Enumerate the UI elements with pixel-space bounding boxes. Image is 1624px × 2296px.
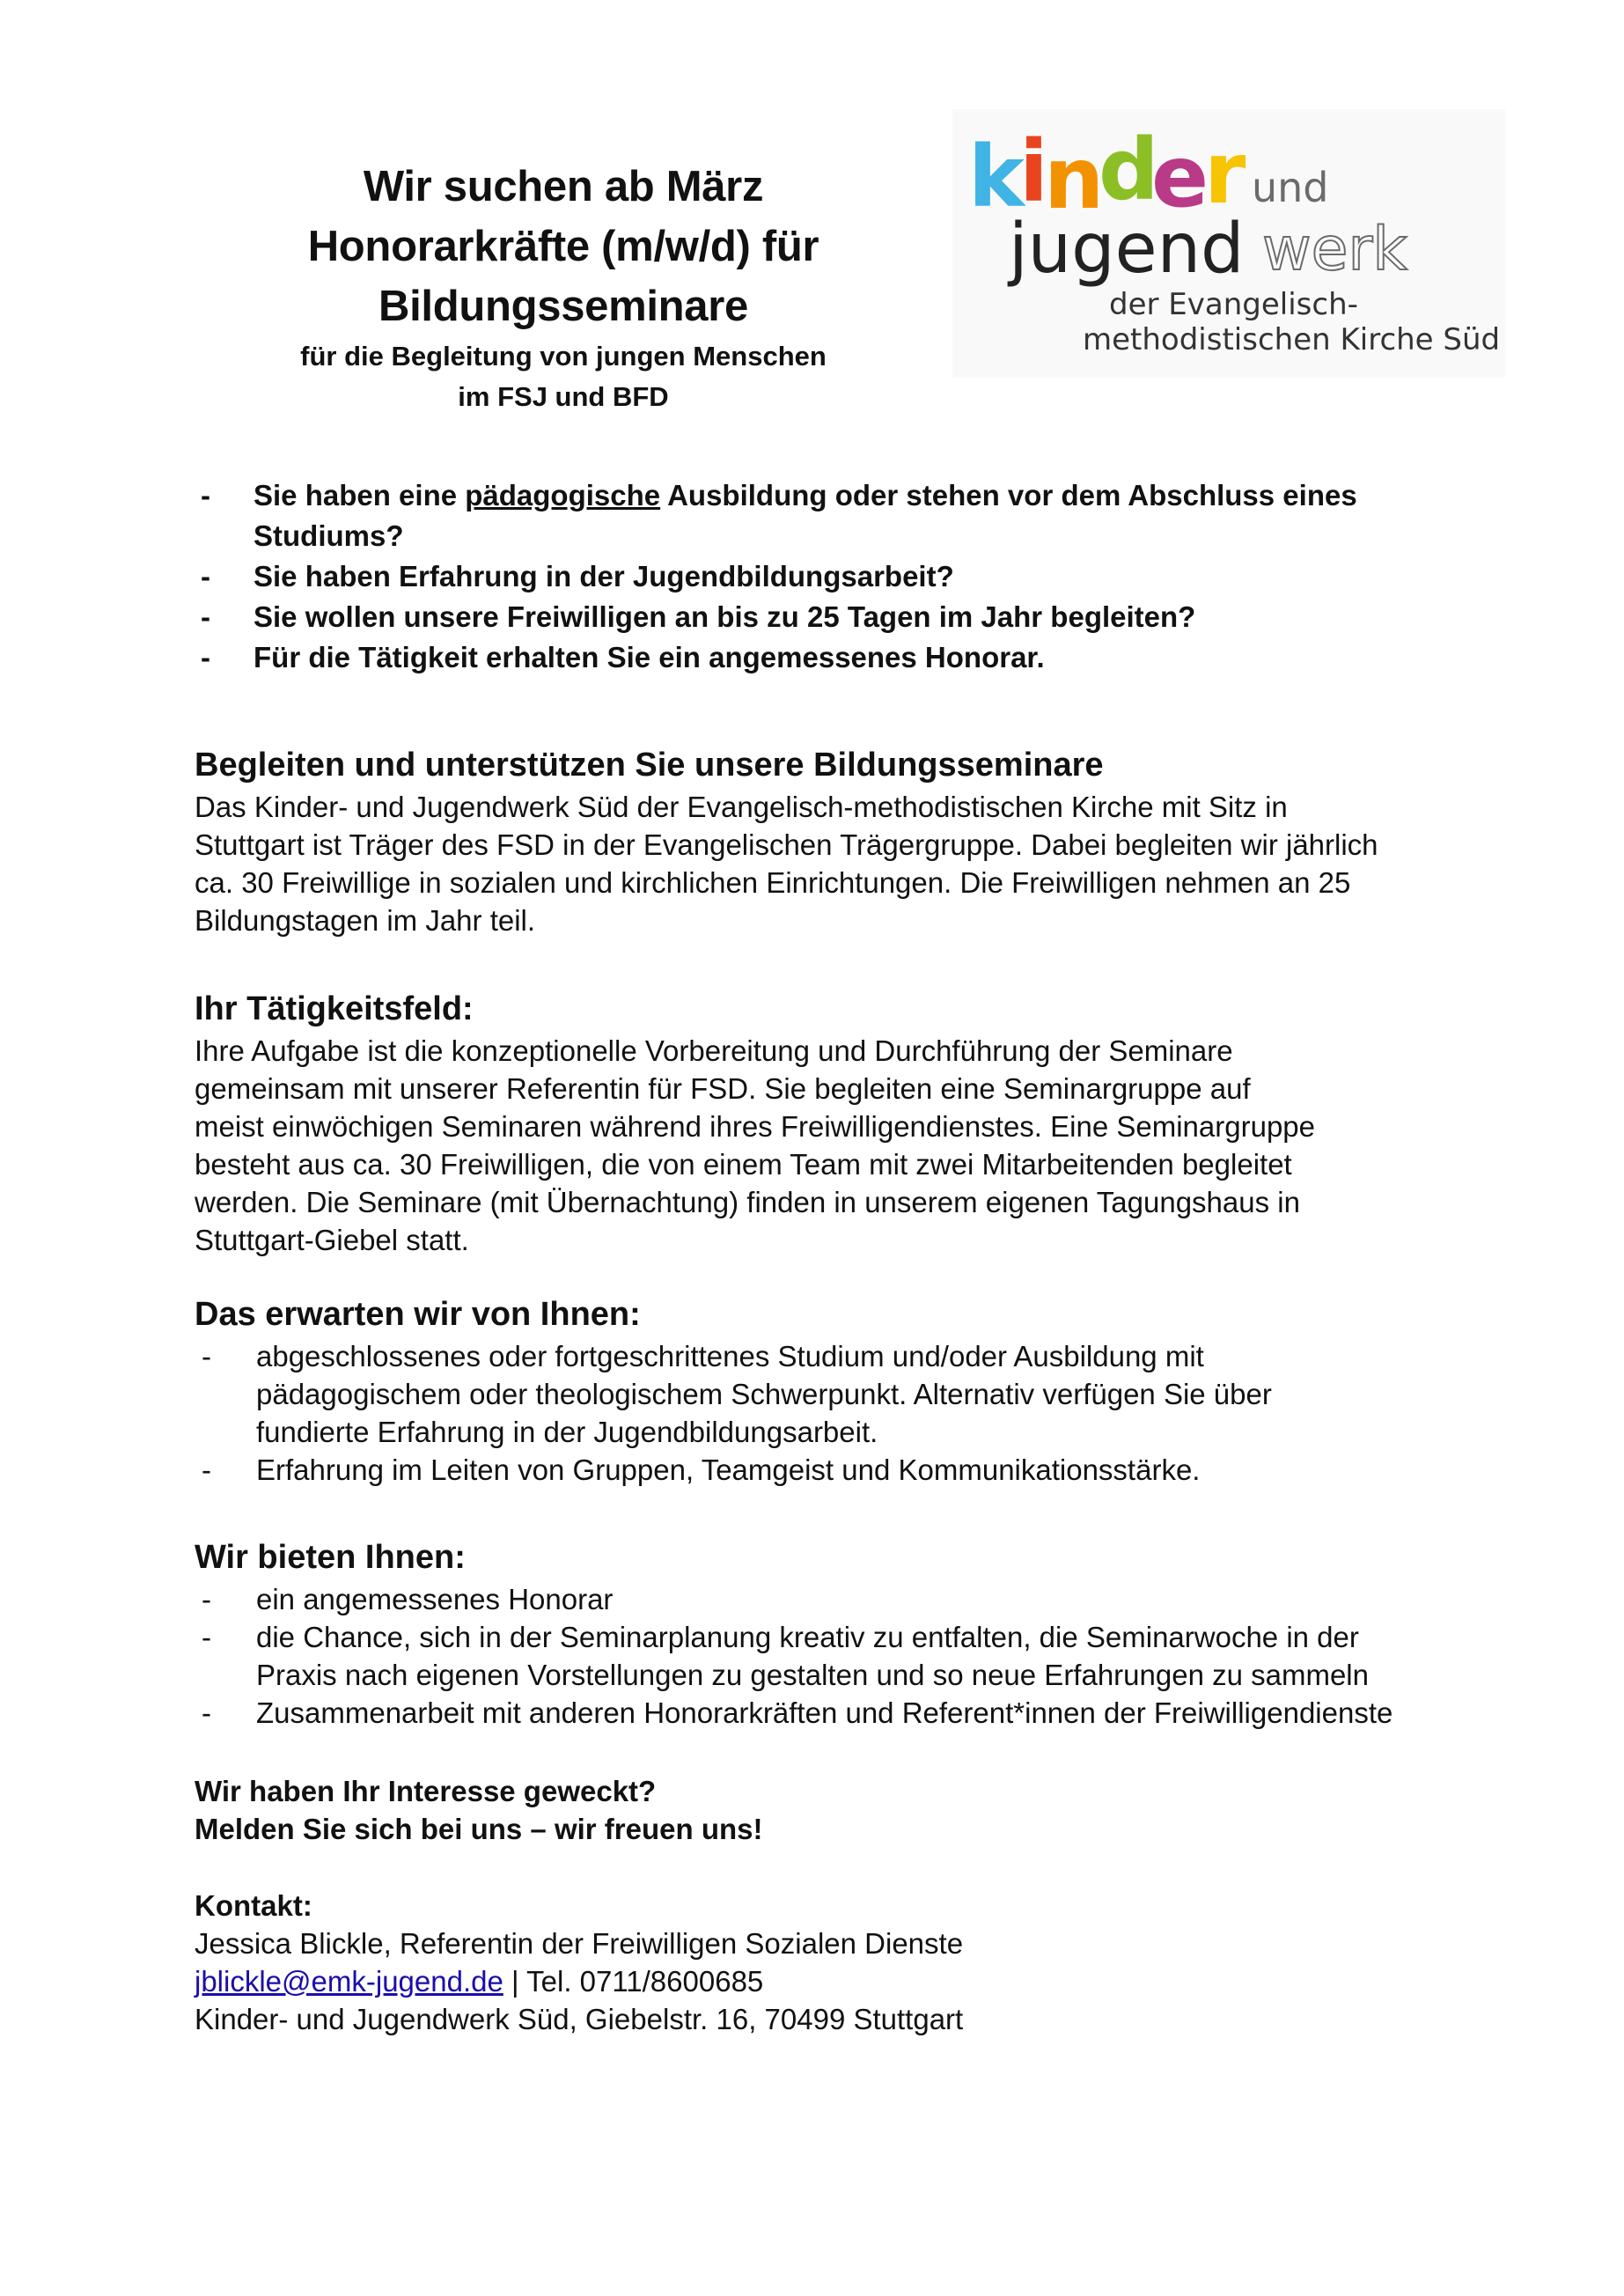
list-item-line: abgeschlossenes oder fortgeschrittenes Studium und/oder Ausbildung mit: [256, 1340, 1204, 1372]
list-item: [202, 1580, 1427, 1618]
paragraph-line: werden. Die Seminare (mit Übernachtung) finden in unserem eigenen Tagungshaus in: [195, 1186, 1300, 1218]
dash: -: [202, 1621, 211, 1653]
logo-word-und: und: [1252, 164, 1329, 211]
title-line-2: Honorarkräfte (m/w/d) für: [307, 223, 819, 270]
subtitle-line-2: im FSJ und BFD: [458, 381, 669, 412]
section-begleiten: [195, 742, 1427, 939]
dash: -: [202, 1453, 211, 1486]
logo-letter-n: n: [1044, 129, 1105, 228]
intro-item-2: Sie haben Erfahrung in der Jugendbildungsarbeit?: [254, 560, 954, 592]
intro-item-3: Sie wollen unsere Freiwilligen an bis zu 25 Tagen im Jahr begleiten?: [254, 600, 1196, 633]
logo-word-werk: werk: [1262, 215, 1407, 284]
subtitle-line-1: für die Begleitung von jungen Menschen: [300, 341, 827, 372]
list-item-line: ein angemessenes Honorar: [256, 1583, 614, 1615]
logo-letter-e: e: [1151, 128, 1209, 226]
section-erwarten: [195, 1292, 1427, 1489]
section-heading: Das erwarten wir von Ihnen:: [195, 1296, 641, 1333]
list-item: [202, 1694, 1427, 1732]
intro-item-1-underlined: pädagogische: [465, 479, 661, 511]
logo-graphic: [952, 109, 1505, 378]
paragraph-line: ca. 30 Freiwillige in sozialen und kirchlichen Einrichtungen. Die Freiwilligen nehmen an 25: [195, 866, 1351, 899]
offers-list: [202, 1580, 1427, 1732]
paragraph-line: Das Kinder- und Jugendwerk Süd der Evangelisch-methodistischen Kirche mit Sitz in: [195, 791, 1288, 823]
dash: -: [202, 1583, 211, 1615]
list-item-line: fundierte Erfahrung in der Jugendbildungsarbeit.: [256, 1416, 878, 1448]
contact-email-link[interactable]: jblickle@emk-jugend.de: [195, 1965, 503, 1998]
list-item: [202, 1451, 1427, 1489]
kinder-und-jugendwerk-logo: [952, 109, 1505, 378]
title-block: [229, 157, 898, 417]
section-taetigkeitsfeld: [195, 986, 1427, 1259]
list-item: [201, 597, 1371, 637]
list-item: [202, 1618, 1427, 1694]
section-bieten: [195, 1534, 1427, 1732]
section-heading: Wir bieten Ihnen:: [195, 1539, 466, 1576]
paragraph-line: Stuttgart ist Träger des FSD in der Evangelischen Trägergruppe. Dabei begleiten wir jährlich: [195, 828, 1378, 861]
list-item: [201, 637, 1371, 678]
intro-list: [201, 475, 1371, 678]
logo-letter-d: d: [1099, 121, 1159, 219]
paragraph-line: besteht aus ca. 30 Freiwilligen, die von einem Team mit zwei Mitarbeitenden begleitet: [195, 1148, 1292, 1181]
intro-item-1-line-2: Studiums?: [254, 519, 404, 552]
list-item-line: pädagogischem oder theologischem Schwerpunkt. Alternativ verfügen Sie über: [256, 1378, 1272, 1410]
list-item-line: Praxis nach eigenen Vorstellungen zu gestalten und so neue Erfahrungen zu sammeln: [256, 1659, 1369, 1691]
dash: -: [202, 1696, 211, 1729]
intro-item-1-pre: Sie haben eine: [254, 479, 466, 511]
list-item: [201, 556, 1371, 597]
contact-label: Kontakt:: [195, 1889, 312, 1922]
logo-line-2: methodistischen Kirche Süd: [1083, 322, 1501, 357]
intro-item-1-post: Ausbildung oder stehen vor dem Abschluss eines: [660, 479, 1357, 511]
contact-email-phone-line: [195, 1962, 963, 2000]
logo-line-1: der Evangelisch-: [1109, 287, 1358, 322]
paragraph-line: meist einwöchigen Seminaren während ihres Freiwilligendienstes. Eine Seminargruppe: [195, 1110, 1315, 1143]
cta-line-1: Wir haben Ihr Interesse geweckt?: [195, 1775, 657, 1807]
list-item: [202, 1337, 1427, 1451]
section-heading: Ihr Tätigkeitsfeld:: [195, 990, 474, 1027]
list-item-line: Zusammenarbeit mit anderen Honorarkräften und Referent*innen der Freiwilligendienste: [256, 1696, 1393, 1729]
dash: -: [201, 600, 210, 633]
dash: -: [201, 641, 210, 673]
call-to-action: [195, 1772, 762, 1848]
section-heading: Begleiten und unterstützen Sie unsere Bildungsseminare: [195, 747, 1104, 784]
contact-address: Kinder- und Jugendwerk Süd, Giebelstr. 16, 70499 Stuttgart: [195, 2003, 964, 2035]
logo-letter-r: r: [1204, 124, 1246, 223]
list-item-line: Erfahrung im Leiten von Gruppen, Teamgeist und Kommunikationsstärke.: [256, 1453, 1201, 1486]
intro-item-4: Für die Tätigkeit erhalten Sie ein angemessenes Honorar.: [254, 641, 1045, 673]
dash: -: [201, 479, 210, 511]
logo-letter-k: k: [968, 128, 1025, 226]
dash: -: [202, 1340, 211, 1372]
contact-phone: | Tel. 0711/8600685: [503, 1965, 764, 1998]
requirements-list: [202, 1337, 1427, 1489]
cta-line-2: Melden Sie sich bei uns – wir freuen uns!: [195, 1813, 763, 1845]
logo-letter-i: i: [1019, 122, 1048, 221]
contact-name: Jessica Blickle, Referentin der Freiwilligen Sozialen Dienste: [195, 1927, 964, 1960]
paragraph-line: Ihre Aufgabe ist die konzeptionelle Vorbereitung und Durchführung der Seminare: [195, 1034, 1233, 1067]
paragraph-line: gemeinsam mit unserer Referentin für FSD. Sie begleiten eine Seminargruppe auf: [195, 1072, 1251, 1105]
title-line-1: Wir suchen ab März: [363, 163, 764, 210]
list-item: [201, 475, 1371, 556]
contact-block: [195, 1887, 963, 2038]
dash: -: [201, 560, 210, 592]
logo-word-jugend: jugend: [1009, 210, 1245, 289]
paragraph-line: Stuttgart-Giebel statt.: [195, 1224, 469, 1256]
list-item-line: die Chance, sich in der Seminarplanung kreativ zu entfalten, die Seminarwoche in der: [256, 1621, 1359, 1653]
paragraph-line: Bildungstagen im Jahr teil.: [195, 904, 536, 937]
title-line-3: Bildungsseminare: [378, 283, 748, 330]
